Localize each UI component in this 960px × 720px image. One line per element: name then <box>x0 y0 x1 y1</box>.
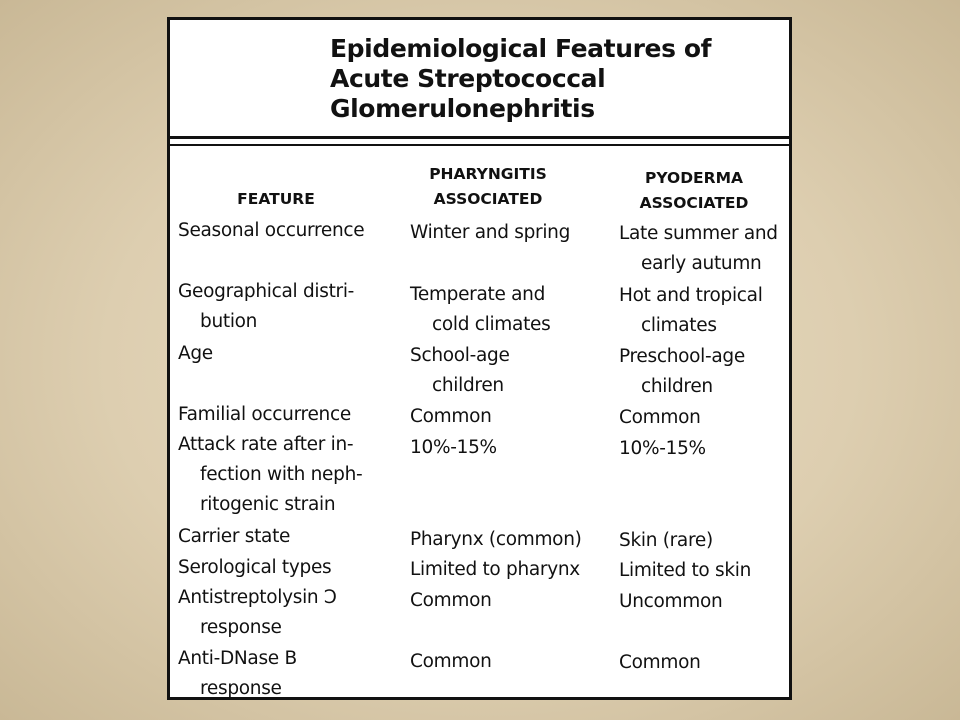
table-cell-feature <box>178 400 351 430</box>
cell-line: Attack rate after in- <box>178 434 354 455</box>
cell-line: Limited to skin <box>619 560 752 581</box>
cell-line: 10%-15% <box>619 438 706 459</box>
table-cell-pharyngitis <box>410 555 580 585</box>
title-divider-thin <box>170 144 789 146</box>
title-line: Epidemiological Features of <box>330 34 712 63</box>
table-cell-pharyngitis <box>410 402 492 432</box>
cell-line: Carrier state <box>178 526 291 547</box>
table-cell-pyoderma <box>619 434 706 464</box>
table-title <box>330 34 770 124</box>
header-feature-line: FEATURE <box>237 190 315 208</box>
table-cell-pyoderma <box>619 281 763 341</box>
cell-line: Familial occurrence <box>178 404 351 425</box>
table-cell-pyoderma <box>619 403 701 433</box>
cell-line: Common <box>619 652 701 673</box>
header-pyoderma <box>614 166 774 216</box>
cell-line: early autumn <box>641 253 762 274</box>
cell-line: Common <box>410 406 492 427</box>
table-cell-pyoderma <box>619 556 751 586</box>
cell-line: School-age <box>410 345 510 366</box>
cell-line: cold climates <box>432 314 551 335</box>
cell-line: Preschool-age <box>619 346 745 367</box>
table-cell-pharyngitis <box>410 586 492 616</box>
cell-line: fection with neph- <box>200 464 363 485</box>
cell-line: Limited to pharynx <box>410 559 580 580</box>
table-cell-pyoderma <box>619 526 713 556</box>
cell-line: ritogenic strain <box>200 494 336 515</box>
cell-line: Skin (rare) <box>619 530 713 551</box>
cell-line: Age <box>178 343 213 364</box>
cell-line: response <box>200 617 282 638</box>
table-cell-pharyngitis <box>410 433 497 463</box>
cell-line: Winter and spring <box>410 222 571 243</box>
cell-line: Common <box>619 407 701 428</box>
cell-line: Pharynx (common) <box>410 529 582 550</box>
table-cell-feature <box>178 583 337 643</box>
cell-line: children <box>641 376 713 397</box>
cell-line: Temperate and <box>410 284 546 305</box>
cell-line: Anti-DNase B <box>178 648 297 669</box>
cell-line: Serological types <box>178 557 332 578</box>
cell-line: Uncommon <box>619 591 723 612</box>
cell-line: 10%-15% <box>410 437 497 458</box>
table-cell-feature <box>178 216 364 246</box>
header-pharyngitis <box>403 162 573 212</box>
table-cell-pyoderma <box>619 342 745 402</box>
table-cell-feature <box>178 339 213 369</box>
table-cell-pharyngitis <box>410 341 510 401</box>
header-pyoderma-line: PYODERMA <box>644 169 744 187</box>
table-cell-pharyngitis <box>410 218 570 248</box>
cell-line: bution <box>200 311 258 332</box>
table-cell-feature <box>178 430 362 520</box>
cell-line: Hot and tropical <box>619 285 763 306</box>
cell-line: Seasonal occurrence <box>178 220 365 241</box>
table-cell-feature <box>178 553 331 583</box>
table-cell-feature <box>178 644 297 700</box>
cell-line: response <box>200 678 282 699</box>
cell-line: Geographical distri- <box>178 281 355 302</box>
table-cell-pharyngitis <box>410 280 550 340</box>
title-line: Glomerulonephritis <box>330 94 595 123</box>
title-line: Acute Streptococcal <box>330 64 606 93</box>
table-cell-feature <box>178 277 354 337</box>
header-pharyngitis-line: PHARYNGITIS <box>429 165 547 183</box>
header-feature <box>208 187 344 212</box>
cell-line: Common <box>410 651 492 672</box>
cell-line: Common <box>410 590 492 611</box>
table-cell-pyoderma <box>619 648 701 678</box>
table-cell-pharyngitis <box>410 525 582 555</box>
table-card <box>167 17 792 700</box>
table-cell-feature <box>178 522 290 552</box>
table-cell-pyoderma <box>619 219 778 279</box>
header-pyoderma-line: ASSOCIATED <box>639 194 749 212</box>
table-cell-pharyngitis <box>410 647 492 677</box>
title-divider-thick <box>170 136 789 139</box>
cell-line: children <box>432 375 504 396</box>
table-cell-pyoderma <box>619 587 722 617</box>
header-pharyngitis-line: ASSOCIATED <box>433 190 543 208</box>
cell-line: climates <box>641 315 717 336</box>
cell-line: Antistreptolysin Ↄ <box>178 587 337 608</box>
cell-line: Late summer and <box>619 223 778 244</box>
